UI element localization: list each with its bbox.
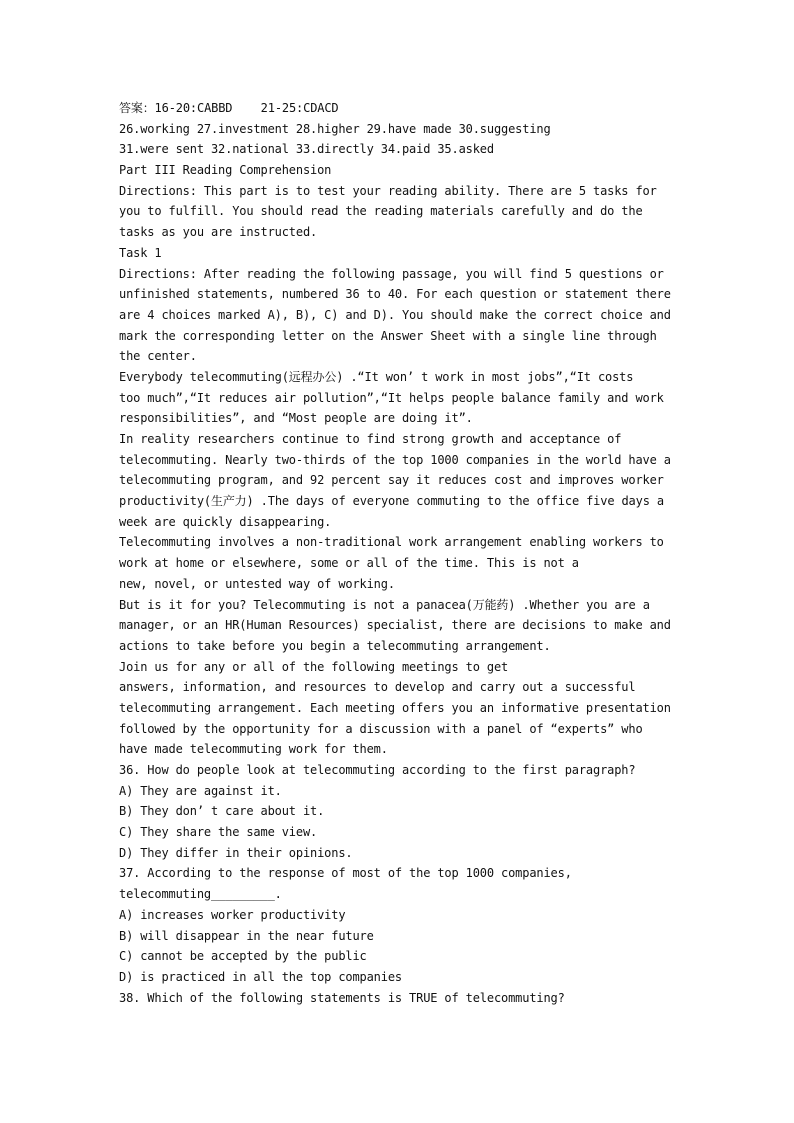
- passage-line: telecommuting program, and 92 percent say it reduces cost and improves worker: [119, 473, 664, 488]
- question-37-option-b: B) will disappear in the near future: [119, 928, 374, 943]
- passage-line: Telecommuting involves a non-traditional work arrangement enabling workers to: [119, 535, 664, 550]
- passage-line: productivity(生产力) .The days of everyone commuting to the office five days a: [119, 494, 664, 509]
- directions-line: you to fulfill. You should read the reading materials carefully and do the: [119, 204, 643, 219]
- document-page: [119, 98, 679, 1008]
- task-directions-line: the center.: [119, 349, 197, 364]
- question-36-option-a: A) They are against it.: [119, 783, 282, 798]
- task-directions-line: are 4 choices marked A), B), C) and D). You should make the correct choice and: [119, 307, 671, 322]
- directions-line: tasks as you are instructed.: [119, 225, 318, 240]
- question-37: 37. According to the response of most of the top 1000 companies,: [119, 866, 572, 881]
- question-36: 36. How do people look at telecommuting according to the first paragraph?: [119, 763, 636, 777]
- task-directions-line: unfinished statements, numbered 36 to 40. For each question or statement there: [119, 287, 671, 302]
- passage-line: have made telecommuting work for them.: [119, 742, 388, 757]
- passage-line: In reality researchers continue to find strong growth and acceptance of: [119, 432, 622, 446]
- question-37-option-c: C) cannot be accepted by the public: [119, 949, 367, 964]
- task-directions-line: mark the corresponding letter on the Answer Sheet with a single line through: [119, 328, 657, 343]
- passage-line: telecommuting arrangement. Each meeting offers you an informative presentation: [119, 700, 671, 715]
- passage-line: actions to take before you begin a telecommuting arrangement.: [119, 638, 551, 653]
- directions-line: Directions: This part is to test your reading ability. There are 5 tasks for: [119, 183, 657, 198]
- passage-line: new, novel, or untested way of working.: [119, 576, 395, 591]
- question-36-option-c: C) They share the same view.: [119, 825, 318, 840]
- question-36-option-b: B) They don’ t care about it.: [119, 804, 325, 819]
- passage-line: manager, or an HR(Human Resources) specialist, there are decisions to make and: [119, 618, 671, 633]
- task-heading: Task 1: [119, 245, 162, 260]
- passage-line: Join us for any or all of the following meetings to get: [119, 659, 509, 674]
- answer-line-31-35: 31.were sent 32.national 33.directly 34.paid 35.asked: [119, 142, 494, 157]
- question-37-continued: telecommuting_________.: [119, 887, 282, 902]
- question-38: 38. Which of the following statements is TRUE of telecommuting?: [119, 990, 565, 1005]
- passage-line: But is it for you? Telecommuting is not a panacea(万能药) .Whether you are a: [119, 597, 650, 612]
- task-directions-line: Directions: After reading the following passage, you will find 5 questions or: [119, 266, 664, 281]
- passage-line: answers, information, and resources to develop and carry out a successful: [119, 680, 636, 695]
- passage-line: responsibilities”, and “Most people are doing it”.: [119, 411, 473, 426]
- passage-line: too much”,“It reduces air pollution”,“It helps people balance family and work: [119, 390, 664, 405]
- question-37-option-d: D) is practiced in all the top companies: [119, 969, 402, 984]
- question-36-option-d: D) They differ in their opinions.: [119, 845, 353, 860]
- answer-line-26-30: 26.working 27.investment 28.higher 29.have made 30.suggesting: [119, 121, 551, 136]
- question-37-option-a: A) increases worker productivity: [119, 907, 346, 922]
- passage-line: telecommuting. Nearly two-thirds of the top 1000 companies in the world have a: [119, 452, 671, 467]
- passage-line: followed by the opportunity for a discussion with a panel of “experts” who: [119, 721, 643, 736]
- passage-line: Everybody telecommuting(远程办公) .“It won’ t work in most jobs”,“It costs: [119, 369, 634, 384]
- answer-key-line: 答案：16-20:CABBD 21-25:CDACD: [119, 101, 339, 115]
- section-heading: Part III Reading Comprehension: [119, 163, 332, 178]
- passage-line: week are quickly disappearing.: [119, 514, 332, 529]
- passage-line: work at home or elsewhere, some or all of the time. This is not a: [119, 556, 579, 571]
